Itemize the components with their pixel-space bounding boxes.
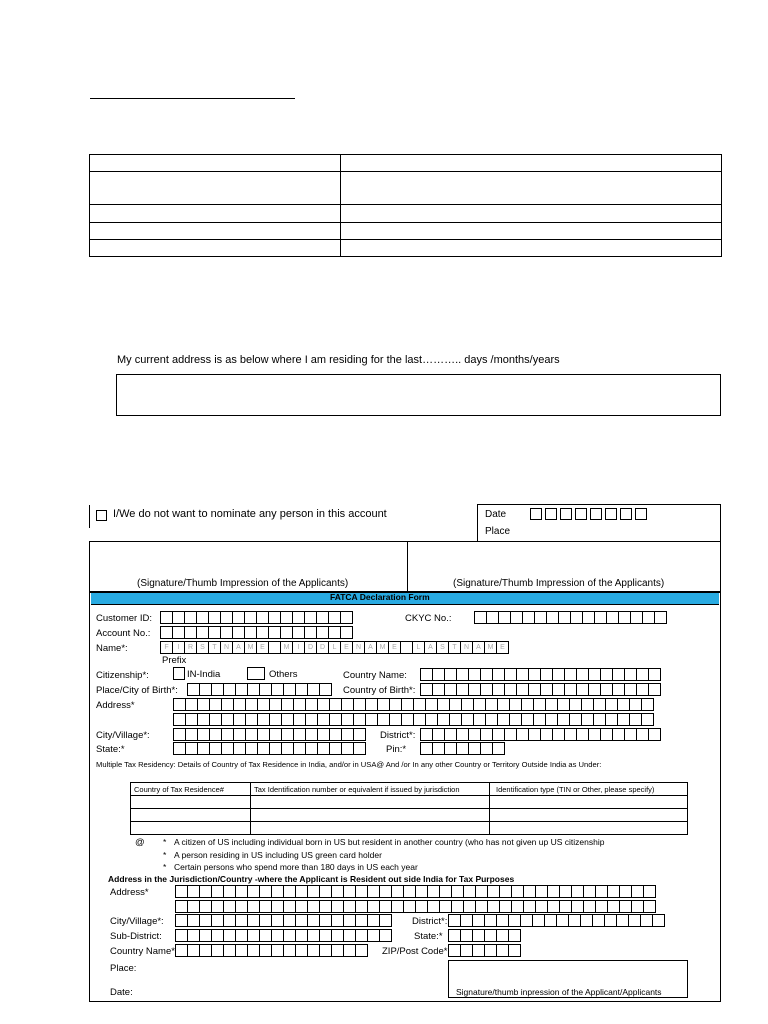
char-box[interactable] — [340, 626, 353, 639]
table-cell[interactable] — [90, 172, 341, 205]
name-char-box[interactable]: R — [184, 641, 197, 654]
place-label: Place — [485, 526, 511, 537]
date-boxes[interactable] — [530, 508, 650, 520]
ckyc-boxes[interactable] — [474, 611, 666, 624]
no-nominee-text: I/We do not want to nominate any person in this account — [113, 508, 387, 520]
details-table — [89, 154, 722, 257]
table-cell[interactable] — [490, 822, 688, 835]
date-digit-box[interactable] — [560, 508, 572, 520]
table-cell[interactable] — [341, 223, 722, 240]
date-digit-box[interactable] — [605, 508, 617, 520]
name-char-box[interactable]: L — [328, 641, 341, 654]
char-box[interactable] — [641, 698, 654, 711]
name-char-box[interactable]: M — [484, 641, 497, 654]
table-cell[interactable] — [490, 796, 688, 809]
place-of-birth-boxes[interactable] — [187, 683, 331, 696]
name-char-box[interactable]: L — [412, 641, 425, 654]
pin-boxes[interactable] — [420, 742, 504, 755]
date-label-fatca: Date: — [110, 987, 133, 998]
state2-label: State:* — [414, 931, 443, 942]
table-cell[interactable] — [251, 796, 490, 809]
table-cell[interactable] — [490, 809, 688, 822]
name-char-box[interactable]: A — [232, 641, 245, 654]
address2-label: Address* — [110, 887, 149, 898]
zip-boxes[interactable] — [448, 944, 520, 957]
name-boxes[interactable] — [160, 641, 508, 654]
char-box[interactable] — [353, 742, 366, 755]
tax-header-country: Country of Tax Residence# — [131, 783, 251, 796]
char-box[interactable] — [355, 944, 368, 957]
char-box[interactable] — [319, 683, 332, 696]
note-bullet: * — [163, 862, 167, 872]
char-box[interactable] — [340, 611, 353, 624]
date-digit-box[interactable] — [635, 508, 647, 520]
table-cell[interactable] — [131, 822, 251, 835]
city-village2-label: City/Village*: — [110, 916, 164, 927]
address2-boxes-1[interactable] — [175, 885, 655, 898]
multiple-tax-text: Multiple Tax Residency: Details of Country of Tax Residence in India, and/or in USA@ And /or In any other Country or Territory Outside India as Under: — [96, 760, 602, 769]
char-box[interactable] — [641, 713, 654, 726]
state-boxes[interactable] — [173, 742, 365, 755]
city-village-label: City/Village*: — [96, 730, 150, 741]
date-digit-box[interactable] — [590, 508, 602, 520]
note-bullet: * — [163, 837, 167, 847]
char-box[interactable] — [648, 668, 661, 681]
name-char-box[interactable]: M — [376, 641, 389, 654]
name-label: Name*: — [96, 643, 128, 654]
city-village2-boxes[interactable] — [175, 914, 391, 927]
table-cell[interactable] — [90, 205, 341, 223]
address-boxes-2[interactable] — [173, 713, 653, 726]
zip-label: ZIP/Post Code* — [382, 946, 448, 957]
name-char-box[interactable]: S — [196, 641, 209, 654]
state-label: State:* — [96, 744, 125, 755]
tax-header-type: Identification type (TIN or Other, please specify) — [490, 783, 688, 796]
char-box[interactable] — [492, 742, 505, 755]
address-label: Address* — [96, 700, 135, 711]
tax-residency-table — [130, 782, 688, 835]
table-cell[interactable] — [251, 822, 490, 835]
name-char-box[interactable]: I — [172, 641, 185, 654]
date-label: Date — [485, 509, 507, 520]
table-cell[interactable] — [251, 809, 490, 822]
in-india-label: IN-India — [187, 669, 221, 680]
name-char-box[interactable]: S — [436, 641, 449, 654]
sub-district-boxes[interactable] — [175, 929, 391, 942]
char-box[interactable] — [648, 728, 661, 741]
name-char-box[interactable]: A — [472, 641, 485, 654]
name-char-box[interactable]: T — [448, 641, 461, 654]
name-char-box[interactable]: T — [208, 641, 221, 654]
date-digit-box[interactable] — [530, 508, 542, 520]
table-cell[interactable] — [341, 205, 722, 223]
table-cell[interactable] — [131, 809, 251, 822]
signature-label-right: (Signature/Thumb Impression of the Applicants) — [453, 578, 665, 589]
char-box[interactable] — [643, 900, 656, 913]
citizenship-label: Citizenship*: — [96, 670, 149, 681]
jurisdiction-heading: Address in the Jurisdiction/Country -where the Applicant is Resident out side India for Tax Purposes — [108, 874, 515, 884]
district2-boxes[interactable] — [448, 914, 664, 927]
district2-label: District*: — [412, 916, 448, 927]
current-address-box[interactable] — [116, 374, 721, 416]
table-cell[interactable] — [90, 240, 341, 257]
tax-header-tin: Tax Identification number or equivalent if issued by jurisdiction — [251, 783, 490, 796]
char-box[interactable] — [353, 728, 366, 741]
table-cell[interactable] — [341, 172, 722, 205]
header-underline — [90, 98, 295, 99]
account-no-boxes[interactable] — [160, 626, 352, 639]
country-name2-boxes[interactable] — [175, 944, 367, 957]
in-india-checkbox[interactable] — [173, 667, 185, 680]
name-char-box[interactable]: N — [352, 641, 365, 654]
ckyc-label: CKYC No.: — [405, 613, 452, 624]
name-char-box[interactable]: N — [460, 641, 473, 654]
country-name-label: Country Name: — [343, 670, 407, 681]
note-bullet: * — [163, 850, 167, 860]
char-box[interactable] — [652, 914, 665, 927]
current-address-text: My current address is as below where I am residing for the last……….. days /months/years — [117, 354, 560, 366]
char-box[interactable] — [379, 914, 392, 927]
name-char-box[interactable]: D — [316, 641, 329, 654]
char-box[interactable] — [643, 885, 656, 898]
customer-id-boxes[interactable] — [160, 611, 352, 624]
address2-boxes-2[interactable] — [175, 900, 655, 913]
place-label-fatca: Place: — [110, 963, 137, 974]
date-digit-box[interactable] — [545, 508, 557, 520]
country-of-birth-label: Country of Birth*: — [343, 685, 416, 696]
name-char-box[interactable]: E — [256, 641, 269, 654]
others-label: Others — [269, 669, 298, 680]
pin-label: Pin:* — [386, 744, 407, 755]
table-cell[interactable] — [90, 223, 341, 240]
customer-id-label: Customer ID: — [96, 613, 152, 624]
date-digit-box[interactable] — [620, 508, 632, 520]
name-char-box[interactable]: E — [388, 641, 401, 654]
address-boxes-1[interactable] — [173, 698, 653, 711]
name-char-box[interactable]: M — [244, 641, 257, 654]
country-of-birth-boxes[interactable] — [420, 683, 660, 696]
fatca-signature-label: Signature/thumb inpression of the Applicant/Applicants — [456, 987, 662, 997]
country-name-boxes[interactable] — [420, 668, 660, 681]
us-note-1: A citizen of US including individual born in US but resident in another country (who has not given up US citizenship — [174, 837, 605, 847]
us-note-2: A person residing in US including US green card holder — [174, 850, 382, 860]
signature-label-left: (Signature/Thumb Impression of the Applicants) — [137, 578, 349, 589]
city-village-boxes[interactable] — [173, 728, 365, 741]
fatca-title: FATCA Declaration Form — [330, 592, 430, 602]
no-nominee-checkbox[interactable] — [96, 510, 107, 521]
table-cell[interactable] — [341, 240, 722, 257]
char-box[interactable] — [508, 944, 521, 957]
name-char-box[interactable]: E — [496, 641, 509, 654]
char-box[interactable] — [654, 611, 667, 624]
state2-boxes[interactable] — [448, 929, 520, 942]
at-symbol: @ — [135, 837, 145, 848]
others-checkbox[interactable] — [247, 667, 265, 680]
district-label: District*: — [380, 730, 416, 741]
table-cell[interactable] — [131, 796, 251, 809]
place-of-birth-label: Place/City of Birth*: — [96, 685, 178, 696]
name-char-box[interactable]: A — [364, 641, 377, 654]
table-cell[interactable] — [90, 155, 341, 172]
char-box[interactable] — [648, 683, 661, 696]
name-char-box[interactable]: F — [160, 641, 173, 654]
us-note-3: Certain persons who spend more than 180 days in US each year — [174, 862, 418, 872]
char-box[interactable] — [508, 929, 521, 942]
sub-district-label: Sub-District: — [110, 931, 162, 942]
name-char-box[interactable]: E — [340, 641, 353, 654]
name-char-box[interactable]: N — [220, 641, 233, 654]
prefix-label: Prefix — [162, 655, 187, 666]
country-name2-label: Country Name* — [110, 946, 175, 957]
account-no-label: Account No.: — [96, 628, 151, 639]
name-char-box[interactable]: M — [280, 641, 293, 654]
name-char-box[interactable]: A — [424, 641, 437, 654]
district-boxes[interactable] — [420, 728, 660, 741]
date-digit-box[interactable] — [575, 508, 587, 520]
name-char-box[interactable]: D — [304, 641, 317, 654]
nomination-left-bar — [89, 505, 90, 528]
name-char-box[interactable]: I — [292, 641, 305, 654]
char-box[interactable] — [379, 929, 392, 942]
table-cell[interactable] — [341, 155, 722, 172]
